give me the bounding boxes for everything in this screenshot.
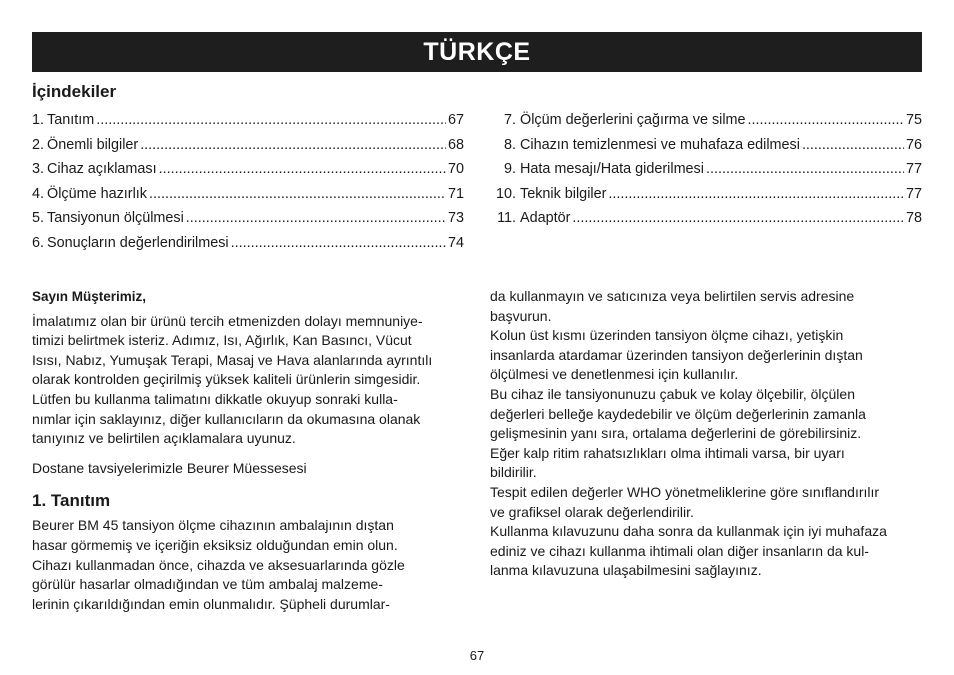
toc-dot-leader bbox=[572, 206, 904, 231]
toc-dot-leader bbox=[706, 157, 904, 182]
toc-item-label: Cihaz açıklaması bbox=[47, 161, 157, 177]
toc-item-page: 77 bbox=[905, 185, 922, 202]
body-column-right bbox=[490, 287, 922, 581]
toc-item-number: 8. bbox=[503, 136, 516, 153]
toc-item-page: 68 bbox=[447, 136, 464, 153]
toc-item-label: Önemli bilgiler bbox=[47, 136, 139, 153]
toc-title: İçindekiler bbox=[32, 82, 117, 101]
toc-item-label: Ölçüme hazırlık bbox=[47, 185, 147, 202]
text-line: ediniz ve cihazı kullanma ihtimali olan diğer insanların da kul- bbox=[490, 542, 869, 559]
text-line: timizi belirtmek isteriz. Adımız, Isı, Ağırlık, Kan Basıncı, Vücut bbox=[32, 332, 412, 349]
text-line: başvurun. bbox=[490, 307, 552, 324]
text-line: görülür hasarlar olmadığından ve tüm ambalaj malzeme- bbox=[32, 576, 383, 593]
text-line: Bu cihaz ile tansiyonunuzu çabuk ve kolay ölçebilir, ölçülen bbox=[490, 385, 855, 402]
toc-dot-leader bbox=[802, 133, 904, 158]
toc-item-page: 77 bbox=[905, 161, 922, 177]
toc-dot-leader bbox=[608, 182, 904, 207]
text-line: gelişmesinin yanı sıra, ortalama değerlerini de görebilirsiniz. bbox=[490, 425, 862, 442]
toc-item-page: 75 bbox=[905, 112, 922, 128]
toc-item-number: 1. bbox=[32, 112, 45, 128]
toc-item[interactable] bbox=[32, 231, 464, 256]
text-line: Lütfen bu kullanma talimatını dikkatle okuyup sonraki kulla- bbox=[32, 390, 398, 407]
toc-item[interactable] bbox=[32, 108, 464, 133]
toc-item-page: 76 bbox=[905, 136, 922, 153]
toc-item-label: Adaptör bbox=[520, 210, 571, 226]
text-line: lerinin çıkarıldığından emin olunmalıdır. Şüpheli durumlar- bbox=[32, 595, 390, 612]
toc-item-number: 11. bbox=[497, 210, 516, 226]
toc-item-number: 5. bbox=[32, 210, 45, 226]
text-line: ölçülmesi ve denetlenmesi için kullanılır. bbox=[490, 366, 739, 383]
toc-item-page: 73 bbox=[447, 210, 464, 226]
toc-item-page: 67 bbox=[447, 112, 464, 128]
toc-item-number: 2. bbox=[32, 136, 45, 153]
text-line: Beurer BM 45 tansiyon ölçme cihazının ambalajının dıştan bbox=[32, 517, 394, 534]
toc-item[interactable] bbox=[490, 206, 922, 231]
text-line: İmalatımız olan bir ürünü tercih etmenizden dolayı memnuniye- bbox=[32, 312, 423, 329]
text-line: nımlar için saklayınız, diğer kullanıcıların da okumasına olanak bbox=[32, 410, 421, 427]
text-line: Eğer kalp ritim rahatsızlıkları olma ihtimali varsa, bir uyarı bbox=[490, 444, 845, 461]
toc-item-label: Cihazın temizlenmesi ve muhafaza edilmesi bbox=[520, 136, 800, 153]
toc-list-left bbox=[32, 108, 464, 255]
toc-item-label: Tanıtım bbox=[47, 112, 95, 128]
text-line: Cihazı kullanmadan önce, cihazda ve aksesuarlarında gözle bbox=[32, 556, 405, 573]
toc-item[interactable] bbox=[490, 157, 922, 182]
toc-item[interactable] bbox=[490, 133, 922, 158]
toc-item-label: Tansiyonun ölçülmesi bbox=[47, 210, 184, 226]
salutation: Sayın Müşterimiz, bbox=[32, 289, 147, 304]
toc-item[interactable] bbox=[32, 182, 464, 207]
language-title: TÜRKÇE bbox=[423, 37, 531, 66]
toc-dot-leader bbox=[96, 108, 446, 133]
toc-item-number: 6. bbox=[32, 234, 45, 251]
text-line: lanma kılavuzuna ulaşabilmesini sağlayınız. bbox=[490, 562, 762, 579]
toc-dot-leader bbox=[149, 182, 446, 207]
toc-item[interactable] bbox=[490, 182, 922, 207]
intro-paragraph bbox=[32, 312, 464, 449]
section-paragraph bbox=[32, 516, 464, 614]
toc-item-number: 10. bbox=[495, 185, 516, 202]
toc-dot-leader bbox=[231, 231, 446, 256]
toc-item[interactable] bbox=[32, 157, 464, 182]
toc-item-label: Sonuçların değerlendirilmesi bbox=[47, 234, 229, 251]
text-line: Kullanma kılavuzunu daha sonra da kullanmak için iyi muhafaza bbox=[490, 523, 887, 540]
toc-item[interactable] bbox=[32, 133, 464, 158]
closing-line: Dostane tavsiyelerimizle Beurer Müessesesi bbox=[32, 459, 307, 476]
section-heading: 1. Tanıtım bbox=[32, 491, 111, 511]
text-line: insanlarda atardamar üzerinden tansiyon değerlerinin dıştan bbox=[490, 346, 863, 363]
toc-dot-leader bbox=[186, 206, 446, 231]
toc-list-right bbox=[490, 108, 922, 231]
toc-item[interactable] bbox=[32, 206, 464, 231]
text-line: değerleri belleğe kaydedebilir ve ölçüm değerlerinin zamanla bbox=[490, 405, 866, 422]
toc-dot-leader bbox=[748, 108, 904, 133]
toc-item-number: 7. bbox=[503, 112, 516, 128]
text-line: hasar görmemiş ve içeriğin eksiksiz olduğundan emin olun. bbox=[32, 536, 398, 553]
toc-item-page: 78 bbox=[905, 210, 922, 226]
toc-dot-leader bbox=[159, 157, 446, 182]
toc-item-page: 71 bbox=[447, 185, 464, 202]
toc-item-page: 74 bbox=[447, 234, 464, 251]
toc-item-label: Teknik bilgiler bbox=[520, 185, 607, 202]
text-line: Isısı, Nabız, Yumuşak Terapi, Masaj ve Hava alanlarında ayrıntılı bbox=[32, 351, 433, 368]
toc-item-label: Hata mesajı/Hata giderilmesi bbox=[520, 161, 704, 177]
toc-item-number: 9. bbox=[503, 161, 516, 177]
toc-item[interactable] bbox=[490, 108, 922, 133]
text-line: da kullanmayın ve satıcınıza veya belirtilen servis adresine bbox=[490, 288, 855, 304]
toc-item-label: Ölçüm değerlerini çağırma ve silme bbox=[520, 112, 746, 128]
toc-dot-leader bbox=[140, 133, 446, 158]
language-banner bbox=[32, 32, 922, 72]
toc-item-number: 3. bbox=[32, 161, 45, 177]
text-line: Kolun üst kısmı üzerinden tansiyon ölçme cihazı, yetişkin bbox=[490, 327, 844, 344]
body-column-left bbox=[32, 287, 464, 614]
toc-item-number: 4. bbox=[32, 185, 45, 202]
text-line: olarak kontrolden geçirilmiş yüksek kaliteli ürünlerin simgesidir. bbox=[32, 371, 421, 388]
text-line: tanıyınız ve belirtilen açıklamalara uyunuz. bbox=[32, 430, 296, 447]
page-number: 67 bbox=[469, 648, 485, 663]
text-line: ve grafiksel olarak değerlendirilir. bbox=[490, 503, 694, 520]
text-line: bildirilir. bbox=[490, 464, 537, 481]
toc-item-page: 70 bbox=[447, 161, 464, 177]
text-line: Tespit edilen değerler WHO yönetmeliklerine göre sınıflandırılır bbox=[490, 483, 880, 500]
